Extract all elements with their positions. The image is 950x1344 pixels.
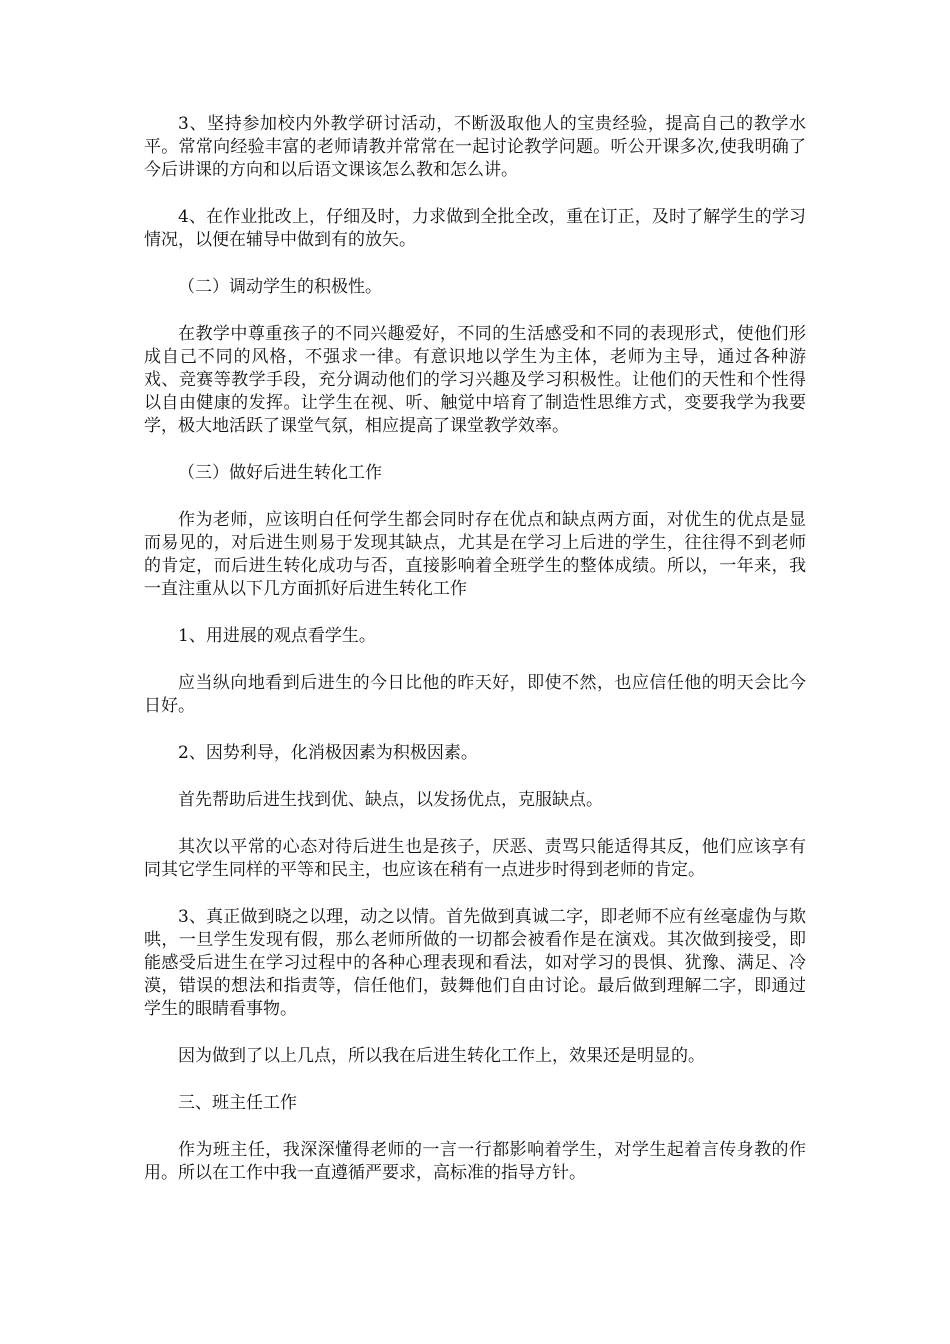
item-1-heading: 1、用进展的观点看学生。 (178, 626, 376, 646)
paragraph-3-reason-emotion: 3、真正做到晓之以理，动之以情。首先做到真诚二字，即老师不应有丝毫虚伪与欺哄，一旦学生发现有假，那么老师所做的一切都会被看作是在演戏。其次做到接受，即能感受后进生在学习过程中的各种心理表现和看法，如对学习的畏惧、犹豫、满足、冷漠，错误的想法和指责等，信任他们，鼓舞他们自由讨论。最后做到理解二字，即通过学生的眼睛看事物。 (144, 907, 806, 1019)
paragraph-3-teaching-research: 3、坚持参加校内外教学研讨活动，不断汲取他人的宝贵经验，提高自己的教学水平。常常向经验丰富的老师请教并常常在一起讨论教学问题。听公开课多次,使我明确了今后讲课的方向和以后语文课该怎么教和怎么讲。 (144, 114, 806, 180)
paragraph-results: 因为做到了以上几点，所以我在后进生转化工作上，效果还是明显的。 (178, 1046, 705, 1066)
paragraph-as-teacher: 作为老师，应该明白任何学生都会同时存在优点和缺点两方面，对优生的优点是显而易见的，对后进生则易于发现其缺点，尤其是在学习上后进的学生，往往得不到老师的肯定，而后进生转化成功与否，直接影响着全班学生的整体成绩。所以，一年来，我一直注重从以下几方面抓好后进生转化工作 (144, 510, 806, 599)
document-page (144, 113, 806, 1209)
section-heading-three: 三、班主任工作 (178, 1093, 297, 1113)
item-2-heading: 2、因势利导，化消极因素为积极因素。 (178, 743, 478, 763)
section-heading-3: （三）做好后进生转化工作 (178, 463, 382, 483)
paragraph-head-teacher: 作为班主任，我深深懂得老师的一言一行都影响着学生，对学生起着言传身教的作用。所以在工作中我一直遵循严要求，高标准的指导方针。 (144, 1140, 806, 1183)
paragraph-find-strengths: 首先帮助后进生找到优、缺点，以发扬优点，克服缺点。 (178, 790, 603, 810)
paragraph-4-homework: 4、在作业批改上，仔细及时，力求做到全批全改，重在订正，及时了解学生的学习情况，以便在辅导中做到有的放矢。 (144, 207, 806, 250)
paragraph-normal-attitude: 其次以平常的心态对待后进生也是孩子，厌恶、责骂只能适得其反，他们应该享有同其它学生同样的平等和民主，也应该在稍有一点进步时得到老师的肯定。 (144, 837, 806, 880)
paragraph-today-better: 应当纵向地看到后进生的今日比他的昨天好，即使不然，也应信任他的明天会比今日好。 (144, 673, 806, 716)
section-heading-2: （二）调动学生的积极性。 (178, 277, 382, 297)
paragraph-respect-interests: 在教学中尊重孩子的不同兴趣爱好，不同的生活感受和不同的表现形式，使他们形成自己不同的风格，不强求一律。有意识地以学生为主体，老师为主导，通过各种游戏、竞赛等教学手段，充分调动他们的学习兴趣及学习积极性。让他们的天性和个性得以自由健康的发挥。让学生在视、听、触觉中培育了制造性思维方式，变要我学为我要学，极大地活跃了课堂气氛，相应提高了课堂教学效率。 (144, 324, 806, 436)
